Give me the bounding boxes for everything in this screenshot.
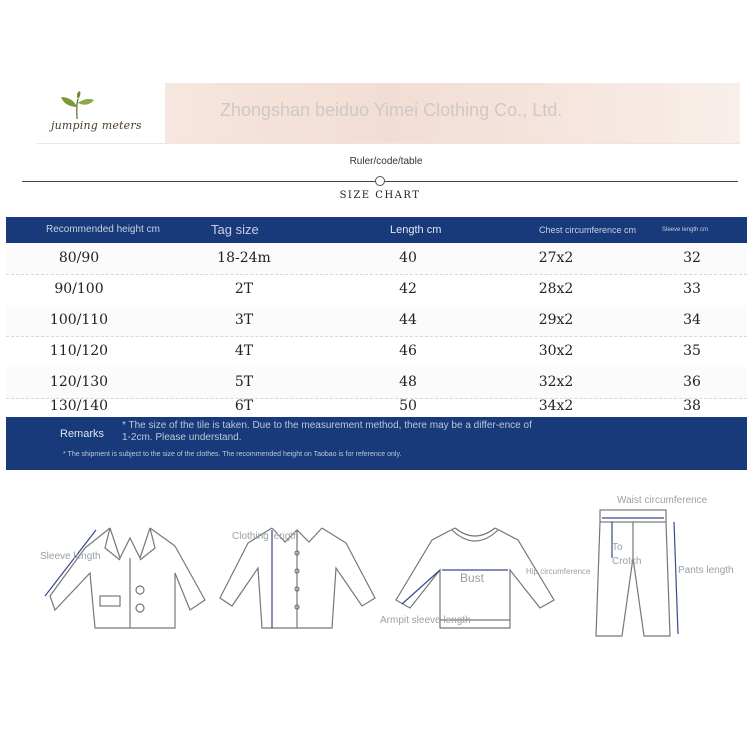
cell-chest: 29x2: [538, 312, 574, 328]
label-to-crotch: To Crotch: [612, 542, 642, 567]
label-clothing-length: Clothing length: [232, 531, 299, 542]
measurement-illustrations: [0, 478, 750, 678]
cell-tag-size: 5T: [234, 374, 254, 390]
cell-tag-size: 3T: [234, 312, 254, 328]
cell-length: 50: [399, 398, 417, 414]
table-row: [6, 274, 747, 306]
label-pants-length: Pants length: [678, 565, 734, 576]
cell-tag-size: 2T: [234, 281, 254, 297]
page-title: SIZE CHART: [339, 190, 421, 201]
cell-height: 90/100: [54, 281, 104, 297]
table-row: [6, 305, 747, 337]
column-header-tag-size: Tag size: [211, 222, 259, 237]
brand-banner: [37, 83, 740, 144]
cell-chest: 28x2: [538, 281, 574, 297]
cell-sleeve: 33: [683, 281, 701, 297]
cell-chest: 34x2: [538, 398, 574, 414]
column-header-height: Recommended height cm: [46, 224, 160, 235]
page-subtitle: Ruler/code/table: [349, 156, 423, 167]
garment-diagrams: [0, 478, 750, 678]
logo-text: jumping meters: [51, 119, 142, 132]
cell-height: 110/120: [49, 343, 109, 359]
column-header-chest: Chest circumference cm: [539, 225, 637, 235]
logo: [37, 83, 165, 143]
pants-diagram: [596, 510, 670, 636]
label-hip-circumference: Hip circumference: [526, 567, 591, 576]
cell-chest: 30x2: [538, 343, 574, 359]
table-row: [6, 336, 747, 368]
table-row: [6, 243, 747, 275]
cell-sleeve: 32: [683, 250, 701, 266]
cell-height: 130/140: [49, 398, 109, 414]
label-armpit-sleeve-length: Armpit sleeve length: [380, 615, 471, 626]
column-header-length: Length cm: [390, 224, 442, 236]
cell-sleeve: 38: [683, 398, 701, 414]
remarks-panel: [6, 417, 747, 470]
cell-length: 42: [399, 281, 417, 297]
pants-length-measure-line: [674, 522, 678, 634]
cell-sleeve: 35: [683, 343, 701, 359]
cell-tag-size: 4T: [234, 343, 254, 359]
company-name: Zhongshan beiduo Yimei Clothing Co., Ltd.: [220, 100, 563, 120]
divider-ornament: [375, 176, 385, 186]
cell-sleeve: 34: [683, 312, 701, 328]
cell-tag-size: 18-24m: [217, 250, 271, 266]
label-bust: Bust: [460, 571, 485, 585]
cell-height: 120/130: [49, 374, 109, 390]
cell-length: 40: [399, 250, 417, 266]
cell-length: 46: [399, 343, 417, 359]
cell-height: 80/90: [58, 250, 100, 266]
jacket-diagram: [50, 528, 205, 628]
label-waist-circumference: Waist circumference: [617, 495, 708, 506]
cell-length: 44: [399, 312, 417, 328]
cell-chest: 27x2: [538, 250, 574, 266]
leaf-sprout-icon: [57, 91, 97, 119]
cell-sleeve: 36: [683, 374, 701, 390]
label-sleeve-length: Sleeve length: [40, 551, 101, 562]
remarks-note: * The size of the tile is taken. Due to the measurement method, there may be a differ-ence of 1-2cm. Please understand.: [122, 420, 532, 443]
sleeve-length-measure-line: [45, 530, 96, 596]
table-header: [6, 217, 747, 243]
shirt-diagram: [220, 528, 375, 628]
armpit-sleeve-measure-line: [402, 570, 440, 604]
cell-length: 48: [399, 374, 417, 390]
table-row: [6, 395, 747, 417]
cell-tag-size: 6T: [234, 398, 254, 414]
remarks-label: Remarks: [60, 428, 105, 440]
remarks-footnote: * The shipment is subject to the size of the clothes. The recommended height on Taobao is for reference only.: [63, 451, 402, 458]
column-header-sleeve: Sleeve length cm: [662, 227, 709, 233]
cell-height: 100/110: [49, 312, 109, 328]
cell-chest: 32x2: [538, 374, 574, 390]
